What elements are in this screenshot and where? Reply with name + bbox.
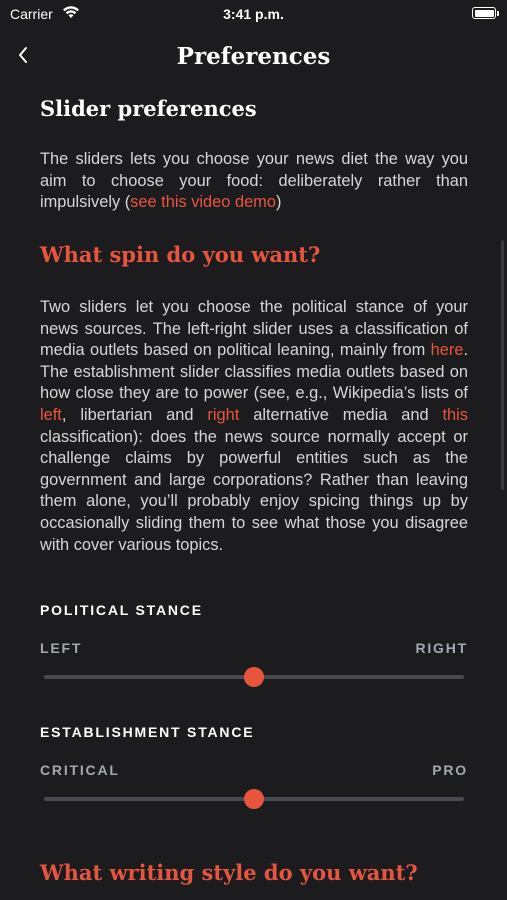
spin-text-4: alternative media and: [239, 405, 443, 424]
scrollbar[interactable]: [501, 240, 504, 490]
clock: 3:41 p.m.: [223, 6, 284, 22]
slider-thumb[interactable]: [244, 667, 264, 687]
intro-text: The sliders lets you choose your news diet the way you aim to choose your food: deliberately rather than impulsively (: [40, 150, 468, 212]
spin-text-1: Two sliders let you choose the political stance of your news sources. The left-right slider uses a classification of media outlets based on political leaning, mainly from: [40, 298, 468, 360]
status-bar: [0, 0, 507, 30]
political-stance-slider[interactable]: [44, 665, 464, 689]
left-label: LEFT: [40, 640, 83, 656]
spin-text-5: classification): does the news source normally accept or challenge claims by powerful entities such as the government and large corporations? Rather than leaving them alone, you’ll probably enjoy spicing things up by occasionally sliding them to see what those you disagree with cover various topics.: [40, 427, 468, 554]
establishment-stance-slider[interactable]: [44, 787, 464, 811]
video-demo-link[interactable]: see this video demo: [130, 193, 276, 212]
right-link[interactable]: right: [207, 405, 240, 424]
intro-end: ): [275, 193, 282, 212]
slider-thumb[interactable]: [244, 789, 264, 809]
carrier-label: Carrier: [10, 6, 53, 22]
spin-text-3: , libertarian and: [61, 405, 208, 424]
spin-heading: What spin do you want?: [40, 242, 321, 267]
writing-style-heading: What writing style do you want?: [40, 860, 418, 885]
here-link[interactable]: here: [430, 341, 464, 360]
this-link[interactable]: this: [442, 405, 468, 424]
right-label: RIGHT: [415, 640, 468, 656]
battery-cap: [497, 11, 499, 16]
pro-label: PRO: [432, 762, 468, 778]
page-title: Preferences: [176, 43, 331, 70]
intro-paragraph: [40, 149, 468, 214]
battery-icon: [472, 7, 496, 19]
critical-label: CRITICAL: [40, 762, 120, 778]
slider-preferences-heading: Slider preferences: [40, 96, 257, 121]
spin-text-2: . The establishment slider classifies media outlets based on how close they are to power (see, e.g., Wikipedia’s lists of: [40, 341, 468, 403]
establishment-stance-label: ESTABLISHMENT STANCE: [40, 724, 255, 740]
left-link[interactable]: left: [40, 405, 62, 424]
political-stance-label: POLITICAL STANCE: [40, 602, 203, 618]
spin-paragraph: [40, 297, 468, 556]
